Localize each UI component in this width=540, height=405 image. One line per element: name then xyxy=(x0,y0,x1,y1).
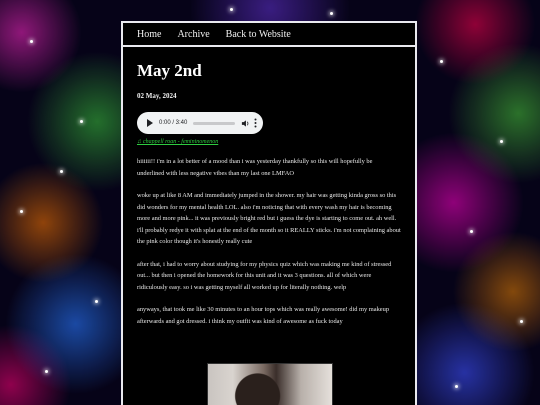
star xyxy=(455,385,458,388)
song-link[interactable]: ♫ chappell roan - femininomenon xyxy=(137,139,219,145)
post-paragraph: after that, i had to worry about studying for my physics quiz which was making me kind of stressed out... but then i opened the homework for this unit and it was 3 questions. all of which were ridiculously easy. so i was getting myself all worked up for literally nothing. welp xyxy=(137,260,392,291)
star xyxy=(30,40,33,43)
nav-archive-link[interactable]: Archive xyxy=(177,28,210,40)
star xyxy=(230,8,233,11)
post-content xyxy=(123,47,415,327)
star xyxy=(330,12,333,15)
audio-player xyxy=(137,112,263,134)
post-paragraph: woke up at like 8 AM and immediately jumped in the shower. my hair was getting kinda gross so this did wonders for my mental health LOL. also i'm noticing that with every wash my hair is becoming more and more pink... it was previously bright red but i guess the dye is starting to come out. ah well. i'll probably redye it with splat at the end of the month so it REALLY sticks. i'm not complaining about the pink color though it's honestly really cute xyxy=(137,192,401,245)
star xyxy=(45,370,48,373)
star xyxy=(500,140,503,143)
star xyxy=(20,210,23,213)
post-title: May 2nd xyxy=(137,61,202,80)
star xyxy=(470,230,473,233)
more-options-icon[interactable] xyxy=(254,118,257,128)
star xyxy=(95,300,98,303)
post-paragraph: anyways, that took me like 30 minutes to an hour tops which was really awesome! did my makeup afterwards and got dressed. i think my outfit was kind of awesome as fuck today xyxy=(137,306,390,325)
volume-icon[interactable] xyxy=(241,119,250,128)
post-photo xyxy=(207,363,333,405)
post-date: 02 May, 2024 xyxy=(137,92,177,100)
audio-progress-slider[interactable] xyxy=(193,122,235,125)
star xyxy=(80,120,83,123)
audio-time: 0:00 / 3:40 xyxy=(159,120,188,126)
post-container xyxy=(121,21,417,405)
star xyxy=(520,320,523,323)
star xyxy=(60,170,63,173)
nav-back-to-website-link[interactable]: Back to Website xyxy=(225,28,291,40)
post-paragraph: hiiiiii!! i'm in a lot better of a mood than i was yesterday thankfully so this will hopefully be underlined with less negative vibes than my last one LMFAO xyxy=(137,158,373,177)
star xyxy=(440,60,443,63)
nav-home-link[interactable]: Home xyxy=(137,28,162,40)
play-icon[interactable] xyxy=(147,119,153,127)
top-nav xyxy=(123,23,415,47)
